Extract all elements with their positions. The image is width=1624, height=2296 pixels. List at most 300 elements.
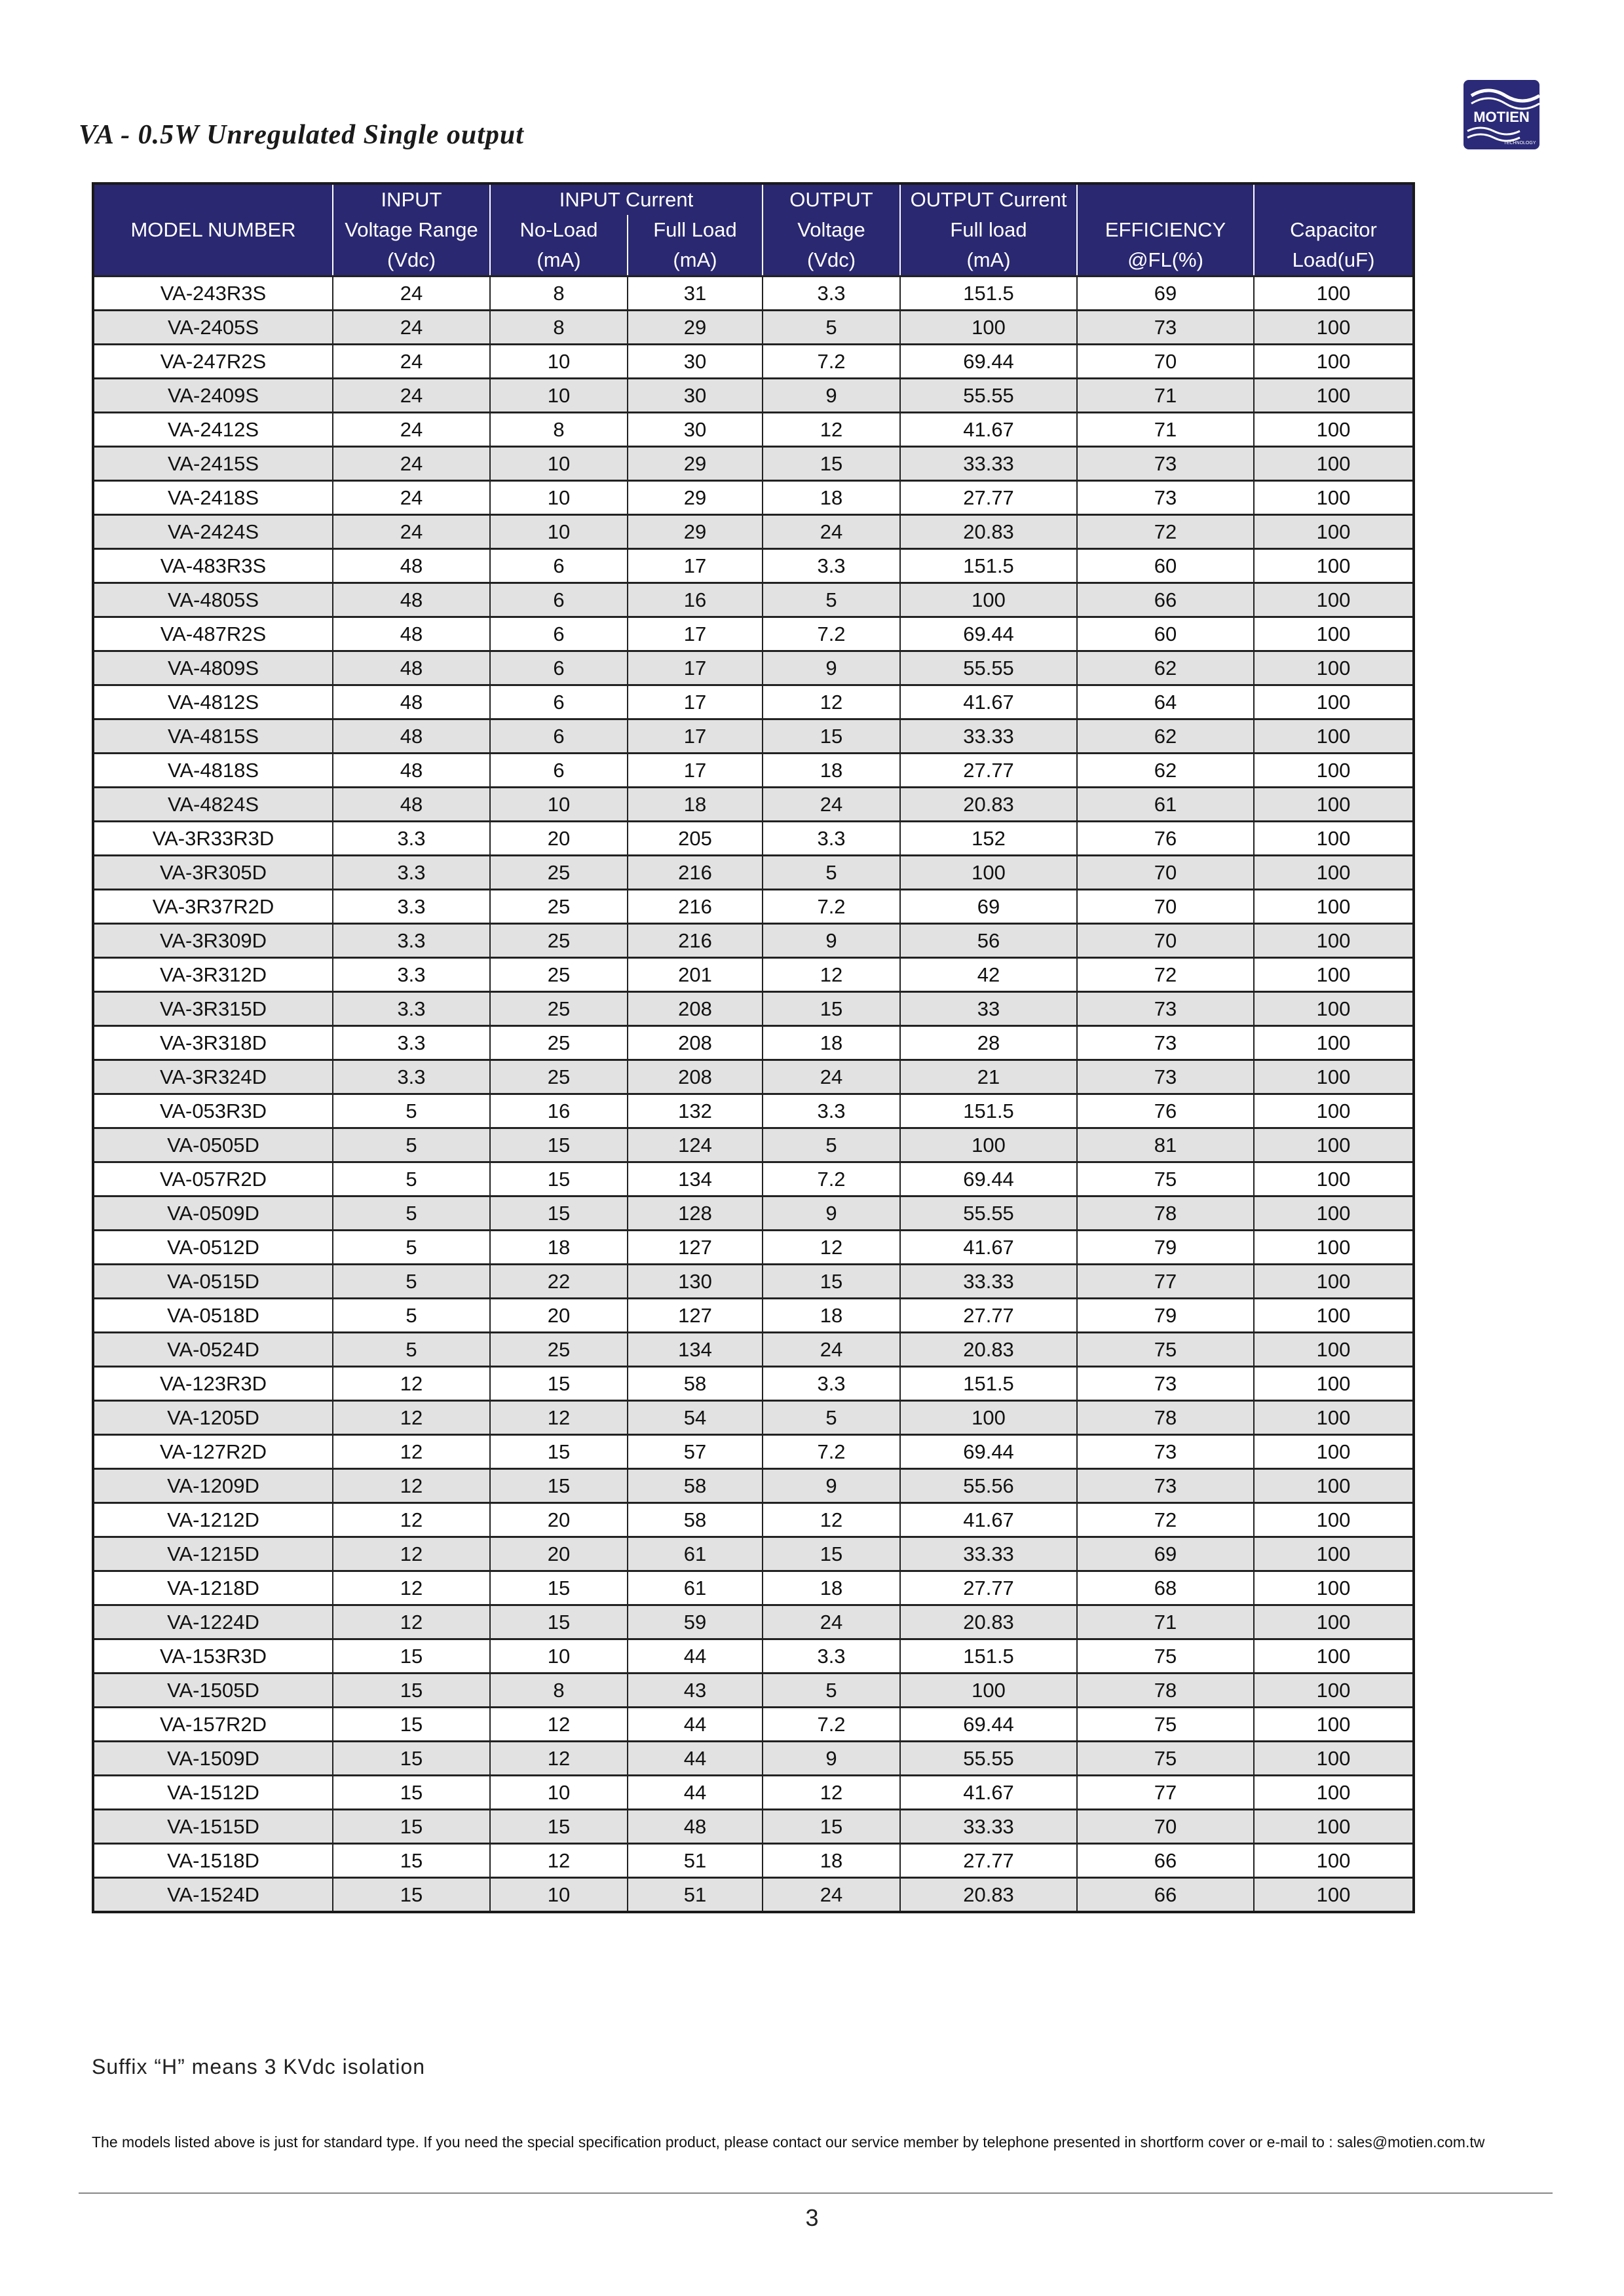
header-capacitor: Capacitor [1254,215,1414,245]
table-row [93,1435,1414,1469]
full-load-current-cell: 51 [628,1844,763,1878]
capacitor-load-cell: 100 [1254,1435,1414,1469]
output-voltage-cell: 12 [763,958,900,992]
table-row [93,379,1414,413]
output-current-cell: 152 [900,822,1077,856]
capacitor-load-cell: 100 [1254,1162,1414,1196]
model-number-cell: VA-0512D [93,1231,333,1265]
output-current-cell: 100 [900,856,1077,890]
header-input: INPUT [333,183,490,215]
efficiency-cell: 72 [1077,958,1254,992]
no-load-current-cell: 15 [490,1162,628,1196]
table-row [93,1128,1414,1162]
output-voltage-cell: 9 [763,1196,900,1231]
full-load-current-cell: 31 [628,277,763,311]
table-row [93,1605,1414,1639]
output-current-cell: 55.56 [900,1469,1077,1503]
table-row [93,1503,1414,1537]
model-number-cell: VA-247R2S [93,345,333,379]
header-unit-efficiency: @FL(%) [1077,245,1254,277]
capacitor-load-cell: 100 [1254,890,1414,924]
model-number-cell: VA-157R2D [93,1708,333,1742]
output-current-cell: 151.5 [900,1367,1077,1401]
efficiency-cell: 73 [1077,1435,1254,1469]
full-load-current-cell: 44 [628,1776,763,1810]
full-load-current-cell: 124 [628,1128,763,1162]
output-current-cell: 41.67 [900,1776,1077,1810]
output-voltage-cell: 9 [763,379,900,413]
full-load-current-cell: 208 [628,992,763,1026]
output-current-cell: 41.67 [900,413,1077,447]
output-current-cell: 100 [900,1401,1077,1435]
header-voltage-range: Voltage Range [333,215,490,245]
efficiency-cell: 61 [1077,788,1254,822]
efficiency-cell: 73 [1077,311,1254,345]
output-voltage-cell: 12 [763,413,900,447]
no-load-current-cell: 6 [490,549,628,583]
no-load-current-cell: 25 [490,856,628,890]
model-number-cell: VA-0524D [93,1333,333,1367]
input-voltage-cell: 5 [333,1094,490,1128]
model-number-cell: VA-153R3D [93,1639,333,1674]
efficiency-cell: 71 [1077,1605,1254,1639]
table-row [93,1469,1414,1503]
efficiency-cell: 70 [1077,924,1254,958]
full-load-current-cell: 29 [628,515,763,549]
full-load-current-cell: 130 [628,1265,763,1299]
output-current-cell: 69.44 [900,617,1077,651]
input-voltage-cell: 48 [333,549,490,583]
output-current-cell: 33.33 [900,1265,1077,1299]
model-number-cell: VA-2415S [93,447,333,481]
input-voltage-cell: 5 [333,1333,490,1367]
capacitor-load-cell: 100 [1254,1810,1414,1844]
output-voltage-cell: 24 [763,1878,900,1913]
output-voltage-cell: 3.3 [763,277,900,311]
model-number-cell: VA-1212D [93,1503,333,1537]
input-voltage-cell: 24 [333,311,490,345]
capacitor-load-cell: 100 [1254,1401,1414,1435]
input-voltage-cell: 48 [333,719,490,754]
no-load-current-cell: 8 [490,277,628,311]
no-load-current-cell: 6 [490,651,628,685]
efficiency-cell: 78 [1077,1196,1254,1231]
efficiency-cell: 62 [1077,719,1254,754]
output-current-cell: 100 [900,1674,1077,1708]
capacitor-load-cell: 100 [1254,1333,1414,1367]
output-voltage-cell: 24 [763,515,900,549]
model-number-cell: VA-3R315D [93,992,333,1026]
efficiency-cell: 66 [1077,1878,1254,1913]
no-load-current-cell: 6 [490,617,628,651]
table-row [93,822,1414,856]
output-current-cell: 55.55 [900,1196,1077,1231]
capacitor-load-cell: 100 [1254,1367,1414,1401]
output-voltage-cell: 18 [763,1844,900,1878]
efficiency-cell: 60 [1077,617,1254,651]
efficiency-cell: 73 [1077,992,1254,1026]
efficiency-cell: 73 [1077,481,1254,515]
output-current-cell: 151.5 [900,1094,1077,1128]
capacitor-load-cell: 100 [1254,788,1414,822]
input-voltage-cell: 48 [333,583,490,617]
table-row [93,754,1414,788]
no-load-current-cell: 15 [490,1367,628,1401]
input-voltage-cell: 5 [333,1231,490,1265]
capacitor-load-cell: 100 [1254,1503,1414,1537]
capacitor-load-cell: 100 [1254,413,1414,447]
full-load-current-cell: 58 [628,1367,763,1401]
table-row [93,311,1414,345]
suffix-note: Suffix “H” means 3 KVdc isolation [92,2055,426,2078]
input-voltage-cell: 48 [333,754,490,788]
no-load-current-cell: 15 [490,1605,628,1639]
no-load-current-cell: 12 [490,1742,628,1776]
full-load-current-cell: 201 [628,958,763,992]
output-current-cell: 33.33 [900,1810,1077,1844]
full-load-current-cell: 29 [628,311,763,345]
efficiency-cell: 79 [1077,1231,1254,1265]
output-voltage-cell: 3.3 [763,1367,900,1401]
output-voltage-cell: 5 [763,583,900,617]
header-unit-ma: (mA) [490,245,628,277]
input-voltage-cell: 5 [333,1299,490,1333]
capacitor-load-cell: 100 [1254,617,1414,651]
output-voltage-cell: 18 [763,1299,900,1333]
table-row [93,515,1414,549]
output-voltage-cell: 12 [763,1231,900,1265]
no-load-current-cell: 20 [490,1537,628,1571]
efficiency-cell: 70 [1077,345,1254,379]
efficiency-cell: 73 [1077,1060,1254,1094]
model-number-cell: VA-3R312D [93,958,333,992]
input-voltage-cell: 12 [333,1401,490,1435]
capacitor-load-cell: 100 [1254,549,1414,583]
output-current-cell: 69 [900,890,1077,924]
capacitor-load-cell: 100 [1254,1639,1414,1674]
input-voltage-cell: 12 [333,1503,490,1537]
input-voltage-cell: 3.3 [333,958,490,992]
full-load-current-cell: 57 [628,1435,763,1469]
header-input-current: INPUT Current [490,183,763,215]
table-row [93,617,1414,651]
table-body [93,277,1414,1913]
output-current-cell: 41.67 [900,1231,1077,1265]
capacitor-load-cell: 100 [1254,481,1414,515]
full-load-current-cell: 61 [628,1537,763,1571]
full-load-current-cell: 16 [628,583,763,617]
output-current-cell: 69.44 [900,345,1077,379]
no-load-current-cell: 20 [490,822,628,856]
table-header [93,183,1414,277]
model-number-cell: VA-1215D [93,1537,333,1571]
table-row [93,1299,1414,1333]
output-current-cell: 41.67 [900,1503,1077,1537]
no-load-current-cell: 25 [490,992,628,1026]
output-current-cell: 33 [900,992,1077,1026]
efficiency-cell: 73 [1077,1469,1254,1503]
output-voltage-cell: 3.3 [763,1094,900,1128]
capacitor-load-cell: 100 [1254,447,1414,481]
model-number-cell: VA-0509D [93,1196,333,1231]
model-number-cell: VA-057R2D [93,1162,333,1196]
table-row [93,1537,1414,1571]
model-number-cell: VA-2412S [93,413,333,447]
full-load-current-cell: 208 [628,1026,763,1060]
output-current-cell: 41.67 [900,685,1077,719]
logo-subtext: TECHNOLOGY [1503,141,1536,145]
full-load-current-cell: 48 [628,1810,763,1844]
output-current-cell: 20.83 [900,788,1077,822]
input-voltage-cell: 15 [333,1878,490,1913]
no-load-current-cell: 12 [490,1708,628,1742]
capacitor-load-cell: 100 [1254,1742,1414,1776]
model-number-cell: VA-1209D [93,1469,333,1503]
no-load-current-cell: 15 [490,1571,628,1605]
efficiency-cell: 62 [1077,754,1254,788]
no-load-current-cell: 6 [490,719,628,754]
efficiency-cell: 76 [1077,822,1254,856]
no-load-current-cell: 12 [490,1401,628,1435]
page-title: VA - 0.5W Unregulated Single output [79,120,524,150]
table-row [93,1639,1414,1674]
full-load-current-cell: 44 [628,1639,763,1674]
table-row [93,1810,1414,1844]
footer-divider [79,2192,1553,2194]
model-number-cell: VA-2405S [93,311,333,345]
output-current-cell: 27.77 [900,754,1077,788]
capacitor-load-cell: 100 [1254,924,1414,958]
table-row [93,1060,1414,1094]
full-load-current-cell: 54 [628,1401,763,1435]
full-load-current-cell: 17 [628,719,763,754]
output-current-cell: 27.77 [900,1571,1077,1605]
header-model-number: MODEL NUMBER [93,183,333,277]
input-voltage-cell: 24 [333,345,490,379]
model-number-cell: VA-1505D [93,1674,333,1708]
input-voltage-cell: 3.3 [333,822,490,856]
no-load-current-cell: 10 [490,345,628,379]
input-voltage-cell: 15 [333,1742,490,1776]
model-number-cell: VA-1224D [93,1605,333,1639]
efficiency-cell: 79 [1077,1299,1254,1333]
table-row [93,549,1414,583]
no-load-current-cell: 20 [490,1299,628,1333]
capacitor-load-cell: 100 [1254,856,1414,890]
efficiency-cell: 77 [1077,1265,1254,1299]
logo-text: MOTIEN [1473,109,1530,125]
model-number-cell: VA-483R3S [93,549,333,583]
output-current-cell: 100 [900,583,1077,617]
table-row [93,1844,1414,1878]
header-unit-vdc: (Vdc) [333,245,490,277]
output-voltage-cell: 24 [763,1060,900,1094]
output-voltage-cell: 3.3 [763,549,900,583]
output-voltage-cell: 18 [763,481,900,515]
capacitor-load-cell: 100 [1254,379,1414,413]
output-current-cell: 42 [900,958,1077,992]
no-load-current-cell: 15 [490,1128,628,1162]
full-load-current-cell: 127 [628,1299,763,1333]
header-unit-ma: (mA) [628,245,763,277]
no-load-current-cell: 10 [490,788,628,822]
output-voltage-cell: 9 [763,651,900,685]
capacitor-load-cell: 100 [1254,1469,1414,1503]
input-voltage-cell: 48 [333,788,490,822]
no-load-current-cell: 15 [490,1469,628,1503]
model-number-cell: VA-3R37R2D [93,890,333,924]
input-voltage-cell: 24 [333,447,490,481]
model-number-cell: VA-3R324D [93,1060,333,1094]
efficiency-cell: 73 [1077,447,1254,481]
table-row [93,1571,1414,1605]
model-number-cell: VA-1509D [93,1742,333,1776]
capacitor-load-cell: 100 [1254,1060,1414,1094]
table-row [93,651,1414,685]
input-voltage-cell: 5 [333,1128,490,1162]
model-number-cell: VA-4815S [93,719,333,754]
table-row [93,1674,1414,1708]
no-load-current-cell: 8 [490,311,628,345]
no-load-current-cell: 18 [490,1231,628,1265]
efficiency-cell: 77 [1077,1776,1254,1810]
input-voltage-cell: 24 [333,277,490,311]
efficiency-cell: 78 [1077,1674,1254,1708]
no-load-current-cell: 10 [490,379,628,413]
full-load-current-cell: 61 [628,1571,763,1605]
full-load-current-cell: 29 [628,481,763,515]
no-load-current-cell: 25 [490,890,628,924]
efficiency-cell: 69 [1077,277,1254,311]
capacitor-load-cell: 100 [1254,1844,1414,1878]
output-voltage-cell: 7.2 [763,890,900,924]
header-efficiency: EFFICIENCY [1077,215,1254,245]
efficiency-cell: 75 [1077,1742,1254,1776]
model-number-cell: VA-1515D [93,1810,333,1844]
output-current-cell: 27.77 [900,481,1077,515]
no-load-current-cell: 12 [490,1844,628,1878]
model-number-cell: VA-127R2D [93,1435,333,1469]
no-load-current-cell: 25 [490,1060,628,1094]
output-voltage-cell: 3.3 [763,1639,900,1674]
full-load-current-cell: 127 [628,1231,763,1265]
full-load-current-cell: 51 [628,1878,763,1913]
output-current-cell: 55.55 [900,651,1077,685]
efficiency-cell: 75 [1077,1708,1254,1742]
table-row [93,1026,1414,1060]
output-current-cell: 100 [900,311,1077,345]
header-no-load: No-Load [490,215,628,245]
model-number-cell: VA-4809S [93,651,333,685]
output-voltage-cell: 9 [763,1469,900,1503]
capacitor-load-cell: 100 [1254,277,1414,311]
no-load-current-cell: 22 [490,1265,628,1299]
full-load-current-cell: 128 [628,1196,763,1231]
input-voltage-cell: 12 [333,1537,490,1571]
input-voltage-cell: 12 [333,1605,490,1639]
efficiency-cell: 70 [1077,890,1254,924]
no-load-current-cell: 6 [490,754,628,788]
capacitor-load-cell: 100 [1254,1537,1414,1571]
model-number-cell: VA-487R2S [93,617,333,651]
output-current-cell: 28 [900,1026,1077,1060]
capacitor-load-cell: 100 [1254,651,1414,685]
table-row [93,719,1414,754]
efficiency-cell: 72 [1077,1503,1254,1537]
input-voltage-cell: 12 [333,1469,490,1503]
efficiency-cell: 70 [1077,1810,1254,1844]
output-current-cell: 151.5 [900,1639,1077,1674]
table-row [93,583,1414,617]
header-voltage: Voltage [763,215,900,245]
output-current-cell: 20.83 [900,1878,1077,1913]
model-number-cell: VA-2409S [93,379,333,413]
input-voltage-cell: 24 [333,413,490,447]
full-load-current-cell: 30 [628,413,763,447]
full-load-current-cell: 17 [628,685,763,719]
input-voltage-cell: 3.3 [333,1026,490,1060]
output-voltage-cell: 5 [763,1401,900,1435]
efficiency-cell: 60 [1077,549,1254,583]
output-voltage-cell: 24 [763,788,900,822]
full-load-current-cell: 30 [628,379,763,413]
capacitor-load-cell: 100 [1254,1094,1414,1128]
output-current-cell: 69.44 [900,1435,1077,1469]
no-load-current-cell: 25 [490,1333,628,1367]
efficiency-cell: 71 [1077,379,1254,413]
efficiency-cell: 75 [1077,1333,1254,1367]
efficiency-cell: 64 [1077,685,1254,719]
output-voltage-cell: 18 [763,754,900,788]
input-voltage-cell: 12 [333,1367,490,1401]
output-current-cell: 55.55 [900,1742,1077,1776]
table-row [93,1094,1414,1128]
no-load-current-cell: 10 [490,515,628,549]
output-voltage-cell: 12 [763,685,900,719]
table-row [93,788,1414,822]
output-voltage-cell: 15 [763,719,900,754]
input-voltage-cell: 5 [333,1162,490,1196]
input-voltage-cell: 15 [333,1674,490,1708]
table-row [93,1776,1414,1810]
efficiency-cell: 76 [1077,1094,1254,1128]
capacitor-load-cell: 100 [1254,1128,1414,1162]
efficiency-cell: 78 [1077,1401,1254,1435]
full-load-current-cell: 43 [628,1674,763,1708]
efficiency-cell: 81 [1077,1128,1254,1162]
table-row [93,1231,1414,1265]
output-voltage-cell: 15 [763,1265,900,1299]
model-number-cell: VA-0518D [93,1299,333,1333]
capacitor-load-cell: 100 [1254,958,1414,992]
model-number-cell: VA-4818S [93,754,333,788]
table-row [93,992,1414,1026]
table-row [93,890,1414,924]
no-load-current-cell: 15 [490,1196,628,1231]
no-load-current-cell: 15 [490,1435,628,1469]
output-voltage-cell: 24 [763,1605,900,1639]
header-output: OUTPUT [763,183,900,215]
capacitor-load-cell: 100 [1254,583,1414,617]
table-row [93,1401,1414,1435]
capacitor-load-cell: 100 [1254,345,1414,379]
output-voltage-cell: 7.2 [763,617,900,651]
specification-table [92,182,1415,1913]
capacitor-load-cell: 100 [1254,822,1414,856]
full-load-current-cell: 17 [628,754,763,788]
model-number-cell: VA-243R3S [93,277,333,311]
output-voltage-cell: 5 [763,311,900,345]
